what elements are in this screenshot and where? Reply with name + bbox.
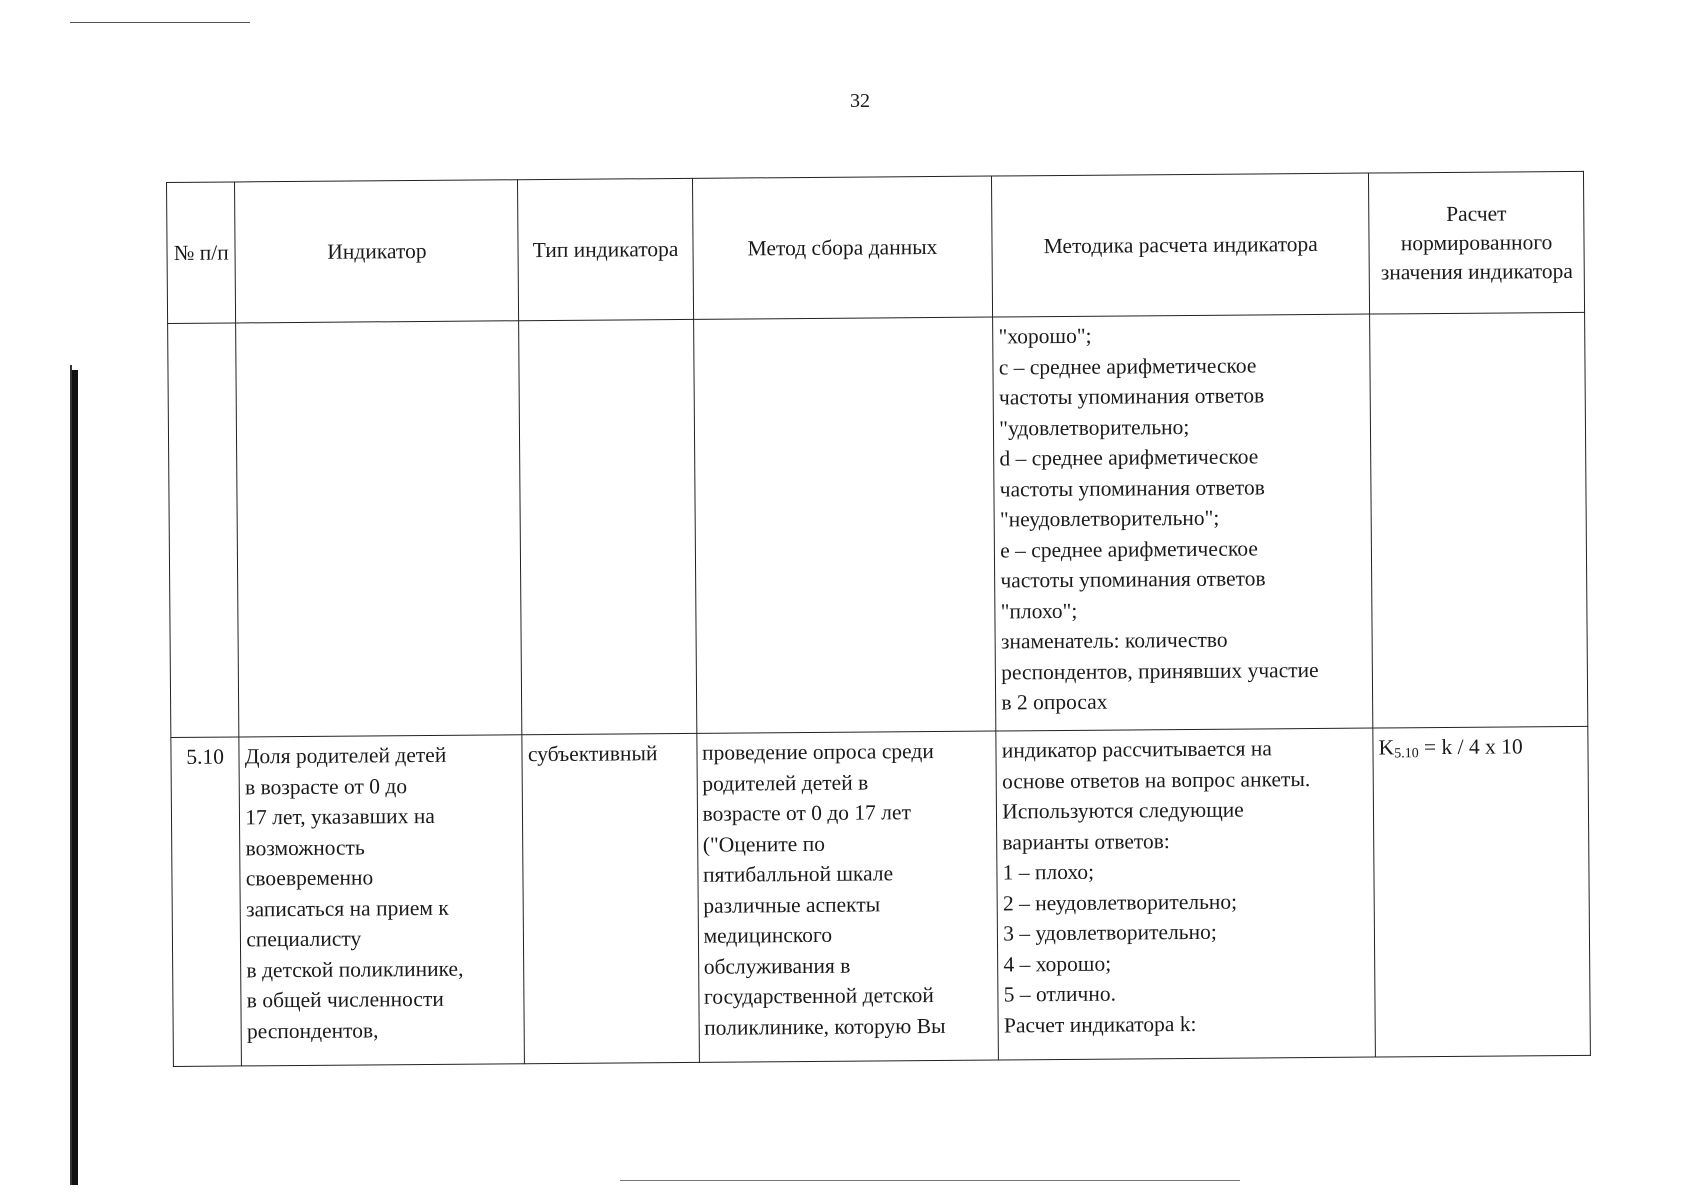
header-indicator: Индикатор <box>235 180 519 323</box>
text-line: индикатор рассчитывается на <box>1001 736 1272 763</box>
scan-binding-shadow <box>72 370 78 1185</box>
header-type: Тип индикатора <box>518 178 693 320</box>
text-line: 1 – плохо; <box>1002 859 1095 885</box>
text-line: респондентов, принявших участие <box>1001 657 1319 684</box>
text-line: пятибалльной шкале <box>702 861 894 887</box>
text-line: основе ответов на вопрос анкеты. <box>1001 766 1311 793</box>
scan-artifact-line <box>70 22 250 23</box>
formula-expression: = k / 4 x 10 <box>1418 734 1523 760</box>
text-line: 4 – хорошо; <box>1003 951 1112 976</box>
text-line: "плохо"; <box>1000 598 1078 623</box>
text-line: варианты ответов: <box>1002 828 1170 854</box>
indicator-table-wrapper <box>166 171 1591 1067</box>
table-row-5-10 <box>171 726 1591 1066</box>
text-line: в 2 опросах <box>1001 689 1108 715</box>
cell-normalized-empty <box>1370 312 1588 728</box>
text-line: 5 – отлично. <box>1003 981 1117 1007</box>
text-line: респондентов, <box>246 1017 379 1043</box>
cell-normalized <box>1373 726 1590 1057</box>
cell-calc-method <box>996 728 1375 1060</box>
text-line: Используются следующие <box>1002 797 1244 824</box>
text-line: d – среднее арифметическое <box>999 444 1259 471</box>
text-line: частоты упоминания ответов <box>999 474 1265 501</box>
text-line: специалисту <box>246 926 362 952</box>
text-line: записаться на прием к <box>245 895 449 921</box>
page-number: 32 <box>850 90 870 112</box>
text-line: медицинского <box>703 922 833 948</box>
cell-method <box>696 731 998 1062</box>
text-line: ("Оцените по <box>702 831 825 857</box>
text-line: 17 лет, указавших на <box>245 803 435 830</box>
cell-calc-method-continuation <box>993 314 1373 731</box>
text-line: 3 – удовлетворительно; <box>1003 919 1217 946</box>
cell-indicator-empty <box>236 321 522 737</box>
header-normalized: Расчет нормированного значения индикатора <box>1369 171 1585 314</box>
cell-num: 5.10 <box>171 737 242 1067</box>
text-line: обслуживания в <box>703 953 851 979</box>
text-line: своевременно <box>245 865 374 891</box>
formula-symbol: K <box>1378 735 1395 760</box>
header-calc-method: Методика расчета индикатора <box>992 173 1370 317</box>
text-line: "хорошо"; <box>998 323 1092 349</box>
text-line: проведение опроса среди <box>701 738 934 765</box>
text-line: в общей численности <box>246 986 444 1013</box>
table-row-continuation <box>168 312 1588 737</box>
text-line: поликлинике, которую Вы <box>704 1013 946 1040</box>
text-line: e – среднее арифметическое <box>1000 535 1258 562</box>
text-line: родителей детей в <box>702 770 869 796</box>
cell-num-empty <box>168 323 240 738</box>
text-line: частоты упоминания ответов <box>1000 566 1266 593</box>
cell-type-empty <box>519 319 696 734</box>
cell-method-empty <box>693 317 996 733</box>
scan-artifact-line <box>620 1180 1240 1181</box>
text-line: знаменатель: количество <box>1000 627 1228 654</box>
normalized-formula <box>1378 734 1523 762</box>
indicator-table <box>166 171 1591 1067</box>
text-line: в возрасте от 0 до <box>244 773 408 799</box>
text-line: государственной детской <box>703 982 934 1009</box>
text-line: 2 – неудовлетворительно; <box>1002 889 1238 915</box>
table-header-row <box>167 171 1585 323</box>
text-line: возможность <box>245 834 365 860</box>
text-line: "удовлетворительно; <box>999 414 1190 440</box>
text-line: Доля родителей детей <box>244 742 447 769</box>
text-line: Расчет индикатора k: <box>1003 1011 1197 1037</box>
cell-indicator <box>239 735 525 1066</box>
header-method: Метод сбора данных <box>692 176 993 319</box>
text-line: "неудовлетворительно"; <box>999 505 1220 532</box>
cell-type: субъективный <box>522 733 699 1063</box>
text-line: частоты упоминания ответов <box>998 383 1265 410</box>
formula-subscript: 5.10 <box>1394 746 1419 762</box>
header-num: № п/п <box>167 182 236 324</box>
text-line: в детской поликлинике, <box>246 956 464 982</box>
text-line: различные аспекты <box>703 891 881 918</box>
text-line: возрасте от 0 до 17 лет <box>702 800 912 826</box>
text-line: c – среднее арифметическое <box>998 352 1257 379</box>
